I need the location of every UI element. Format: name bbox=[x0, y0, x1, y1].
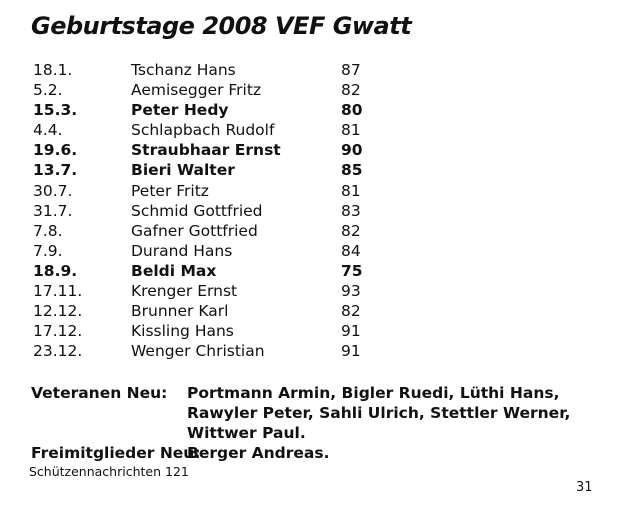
birthday-date: 31.7. bbox=[33, 201, 73, 220]
birthday-name: Peter Fritz bbox=[131, 181, 209, 200]
free-members-names: Berger Andreas. bbox=[187, 444, 330, 462]
veterans-label: Veteranen Neu: bbox=[31, 384, 168, 402]
birthday-name: Bieri Walter bbox=[131, 161, 235, 180]
birthday-age: 82 bbox=[341, 81, 361, 100]
birthday-row bbox=[0, 120, 624, 140]
birthday-row bbox=[0, 341, 624, 361]
birthday-date: 23.12. bbox=[33, 342, 83, 361]
birthday-date: 12.12. bbox=[33, 302, 83, 321]
birthday-age: 84 bbox=[341, 241, 361, 260]
birthday-row bbox=[0, 140, 624, 160]
birthday-age: 87 bbox=[341, 61, 361, 79]
birthday-row bbox=[0, 201, 624, 221]
veterans-names: Portmann Armin, Bigler Ruedi, Lüthi Hans, Rawyler Peter, Sahli Ulrich, Stettler Werner, Wittwer Paul. bbox=[187, 384, 571, 442]
free-members-label: Freimitglieder Neu: bbox=[31, 444, 201, 462]
birthday-date: 13.7. bbox=[33, 161, 78, 180]
publication-name: Schützennachrichten 121 bbox=[29, 464, 189, 479]
birthday-row bbox=[0, 281, 624, 301]
birthday-date: 7.8. bbox=[33, 221, 63, 240]
new-members-section bbox=[31, 383, 597, 463]
birthday-date: 7.9. bbox=[33, 241, 63, 260]
page-title: Geburtstage 2008 VEF Gwatt bbox=[31, 12, 412, 40]
birthday-date: 15.3. bbox=[33, 101, 78, 120]
birthday-row bbox=[0, 261, 624, 281]
birthday-date: 30.7. bbox=[33, 181, 73, 200]
birthday-row bbox=[0, 60, 624, 80]
birthday-age: 81 bbox=[341, 181, 361, 200]
birthday-row bbox=[0, 221, 624, 241]
birthday-row bbox=[0, 80, 624, 100]
birthday-name: Tschanz Hans bbox=[131, 61, 236, 79]
birthday-name: Straubhaar Ernst bbox=[131, 141, 281, 160]
birthday-age: 75 bbox=[341, 261, 363, 280]
birthday-age: 91 bbox=[341, 322, 361, 341]
birthday-age: 82 bbox=[341, 302, 361, 321]
veterans-row bbox=[31, 383, 597, 443]
birthday-date: 18.9. bbox=[33, 261, 78, 280]
page-number: 31 bbox=[576, 480, 593, 495]
birthday-name: Durand Hans bbox=[131, 241, 233, 260]
birthday-name: Aemisegger Fritz bbox=[131, 81, 262, 100]
birthday-date: 17.12. bbox=[33, 322, 83, 341]
birthday-row bbox=[0, 100, 624, 120]
birthday-date: 19.6. bbox=[33, 141, 78, 160]
birthday-name: Krenger Ernst bbox=[131, 282, 238, 301]
birthday-name: Kissling Hans bbox=[131, 322, 234, 341]
birthday-name: Beldi Max bbox=[131, 261, 217, 280]
birthday-row bbox=[0, 241, 624, 261]
birthday-row bbox=[0, 181, 624, 201]
birthday-name: Peter Hedy bbox=[131, 101, 229, 120]
birthday-age: 91 bbox=[341, 342, 361, 361]
birthday-name: Schlapbach Rudolf bbox=[131, 121, 275, 140]
birthday-age: 85 bbox=[341, 161, 363, 180]
birthday-name: Gafner Gottfried bbox=[131, 221, 258, 240]
birthday-name: Brunner Karl bbox=[131, 302, 229, 321]
birthday-age: 83 bbox=[341, 201, 361, 220]
birthday-date: 5.2. bbox=[33, 81, 63, 100]
birthday-row bbox=[0, 160, 624, 180]
birthday-age: 90 bbox=[341, 141, 363, 160]
birthday-name: Schmid Gottfried bbox=[131, 201, 263, 220]
birthday-date: 18.1. bbox=[33, 61, 73, 79]
birthday-date: 17.11. bbox=[33, 282, 83, 301]
birthday-list bbox=[0, 60, 624, 361]
birthday-row bbox=[0, 321, 624, 341]
birthday-age: 93 bbox=[341, 282, 361, 301]
birthday-age: 81 bbox=[341, 121, 361, 140]
birthday-age: 82 bbox=[341, 221, 361, 240]
free-members-row bbox=[31, 443, 597, 463]
birthday-age: 80 bbox=[341, 101, 363, 120]
birthday-name: Wenger Christian bbox=[131, 342, 265, 361]
birthday-date: 4.4. bbox=[33, 121, 63, 140]
birthday-row bbox=[0, 301, 624, 321]
